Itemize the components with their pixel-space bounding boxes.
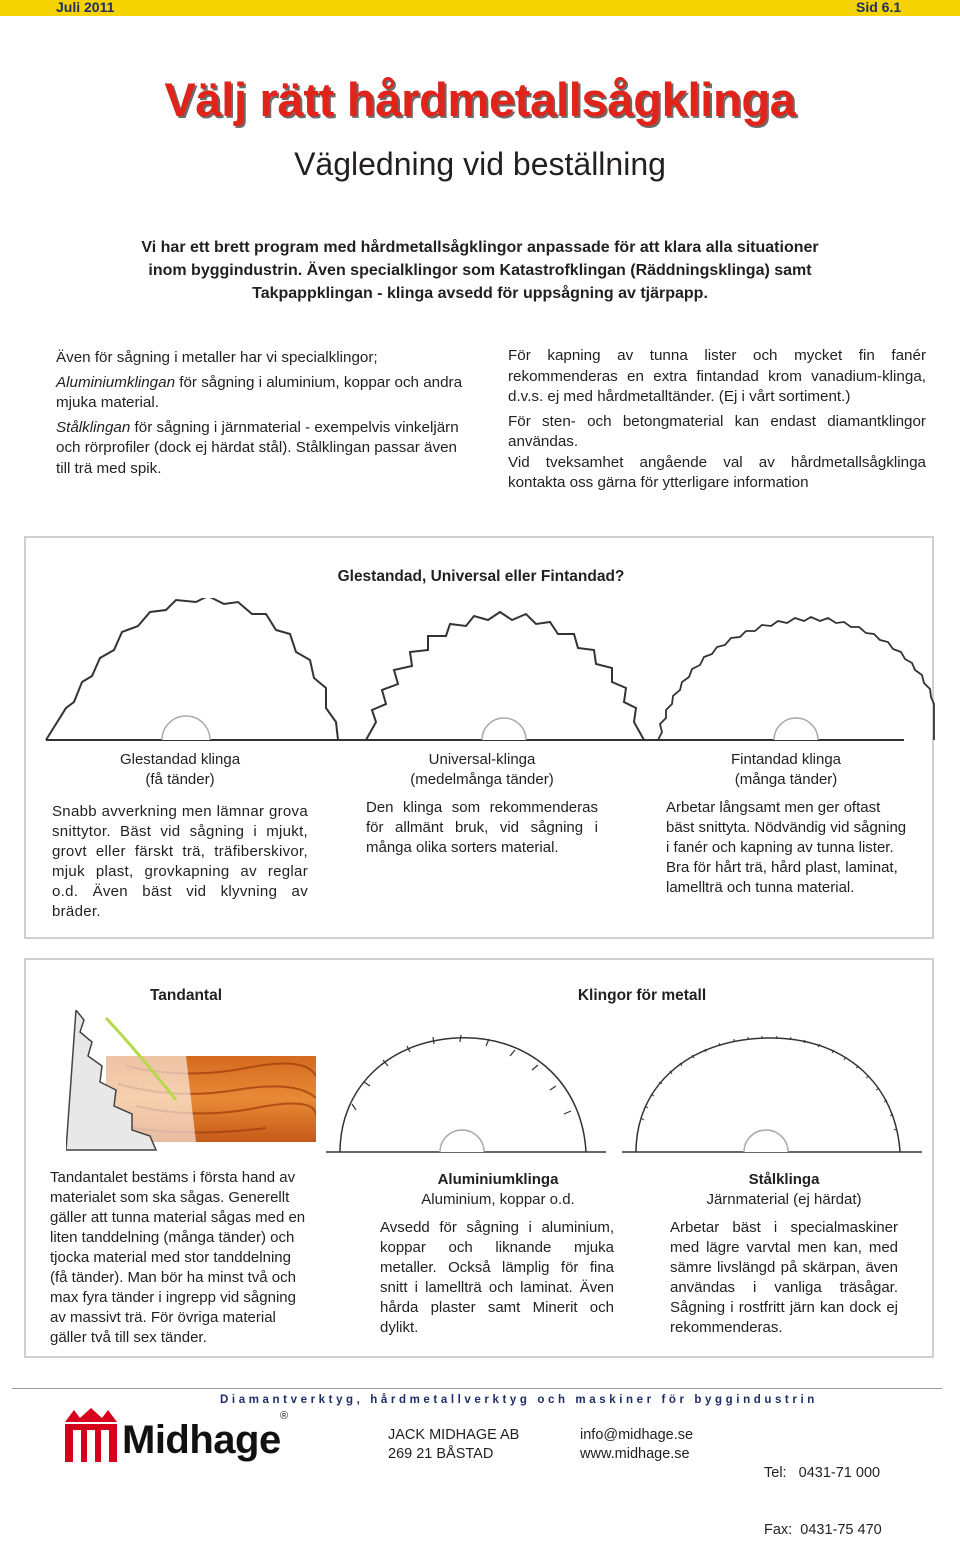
right-p1: För kapning av tunna lister och mycket fin fanér rekommenderas en extra fintandad krom vanadium-klinga, d.v.s. ej med hårdmetalltänder. (Ej i vårt sortiment.) xyxy=(508,347,926,405)
company-name: JACK MIDHAGE AB xyxy=(388,1427,520,1443)
universal-blade-sub: (medelmånga tänder) xyxy=(410,771,554,788)
company-website[interactable]: www.midhage.se xyxy=(580,1446,690,1462)
fine-blade-sub: (många tänder) xyxy=(734,771,838,788)
coarse-blade-label xyxy=(76,750,284,790)
aluminium-blade-name: Aluminiumklinga xyxy=(437,1171,559,1188)
page-title: Välj rätt hårdmetallsågklinga xyxy=(164,73,796,126)
left-p3-rest: för sågning i järnmaterial - exempelvis vinkeljärn och rörprofiler (dock ej härdat stål). Stålklingan passar även till trä med spik. xyxy=(56,418,459,477)
metal-blades-illustrations xyxy=(326,1020,926,1160)
top-bar xyxy=(0,0,960,16)
header-date: Juli 2011 xyxy=(56,0,115,15)
right-p3: Vid tveksamhet angående val av hårdmetallsågklinga kontakta oss gärna för ytterligare information xyxy=(508,453,926,491)
fine-blade-text xyxy=(666,798,910,898)
right-p2: För sten- och betongmaterial kan endast diamantklingor användas. xyxy=(508,412,926,450)
aluminium-blade-text: Avsedd för sågning i aluminium, koppar och liknande mjuka metaller. Också lämplig för fina snitt i lamellträ och laminat. Även hårda plaster samt Minerit och dylikt. xyxy=(380,1219,614,1336)
blade-types-heading: Glestandad, Universal eller Fintandad? xyxy=(337,568,625,585)
intro-line: inom byggindustrin. Även specialklingor som Katastrofklingan (Räddningsklinga) samt xyxy=(148,262,812,279)
steel-blade-text: Arbetar bäst i specialmaskiner med lägre varvtal men kan, med sämre livslängd på skärpan, även användas i vanliga träsågar. Sågning i rostfritt järn kan dock ej rekommenderas. xyxy=(670,1219,898,1336)
company-email[interactable]: info@midhage.se xyxy=(580,1427,694,1443)
company-address: 269 21 BÅSTAD xyxy=(388,1446,494,1462)
fine-blade-text-1: Arbetar långsamt men ger oftast bäst snittyta. Nödvändig vid sågning i fanér och kapning av tunna lister. xyxy=(666,799,907,856)
intro-text xyxy=(110,236,850,305)
tandantal-heading: Tandantal xyxy=(149,987,223,1004)
fine-blade-text-2: Bra för hårt trä, hård plast, laminat, lamellträ och tunna material. xyxy=(666,859,898,896)
midhage-logo xyxy=(62,1408,302,1464)
footer-divider xyxy=(12,1388,942,1389)
company-phone: Tel: 0431-71 000 xyxy=(764,1465,881,1481)
crown-logo-icon xyxy=(62,1408,120,1464)
steel-blade-name: Stålklinga xyxy=(748,1171,820,1188)
coarse-blade-text: Snabb avverkning men lämnar grova snittytor. Bäst vid sågning i mjukt, grovt eller färskt trä, träfiberskivor, mjuk plast, grovkapning av reglar o.d. Även bäst vid klyvning av bräder. xyxy=(52,803,308,920)
phone-info xyxy=(764,1426,882,1559)
left-column xyxy=(56,348,466,483)
company-fax: Fax: 0431-75 470 xyxy=(764,1522,882,1538)
tooth-engagement-illustration xyxy=(66,1010,316,1160)
steel-blade-sub: Järnmaterial (ej härdat) xyxy=(706,1191,862,1208)
page-subtitle: Vägledning vid beställning xyxy=(294,146,666,182)
blade-types-box xyxy=(24,536,934,939)
universal-blade-text: Den klinga som rekommenderas för allmänt bruk, vid sågning i många olika sorters material. xyxy=(366,799,598,856)
intro-line: Takpappklingan - klinga avsedd för uppsågning av tjärpapp. xyxy=(252,285,708,302)
fine-blade-label xyxy=(682,750,890,790)
left-p2-rest: för sågning i aluminium, koppar och andra mjuka material. xyxy=(56,373,463,411)
header-page: Sid 6.1 xyxy=(856,0,902,15)
aluminium-blade-sub: Aluminium, koppar o.d. xyxy=(421,1191,575,1208)
blade-illustrations xyxy=(26,598,936,748)
universal-blade-label xyxy=(378,750,586,790)
left-p3 xyxy=(56,418,466,480)
right-column xyxy=(508,346,926,498)
footer-tagline: Diamantverktyg, hårdmetallverktyg och maskiner för byggindustrin xyxy=(220,1394,818,1406)
left-p3-em: Stålklingan xyxy=(56,418,131,436)
universal-blade-name: Universal-klinga xyxy=(428,751,536,768)
intro-line: Vi har ett brett program med hårdmetallsågklingor anpassade för att klara alla situationer xyxy=(141,239,819,256)
left-p2-em: Aluminiumklingan xyxy=(56,373,176,391)
company-info xyxy=(388,1426,519,1464)
tandantal-text: Tandantalet bestäms i första hand av materialet som ska sågas. Generellt gäller att tunna material sågas med en liten tanddelning (många tänder) och tjocka material med stor tanddelning (få tänder). Man bör ha minst två och max fyra tänder i ingrepp vid sågning av massivt trä. För övriga material gäller två till sex tänder. xyxy=(50,1169,306,1346)
left-p2 xyxy=(56,373,466,414)
left-p1: Även för sågning i metaller har vi specialklingor; xyxy=(56,349,378,366)
contact-info xyxy=(580,1426,693,1464)
teeth-and-metal-box xyxy=(24,958,934,1358)
logo-text: Midhage xyxy=(122,1418,281,1462)
registered-mark: ® xyxy=(280,1410,289,1422)
coarse-blade-name: Glestandad klinga xyxy=(119,751,241,768)
coarse-blade-sub: (få tänder) xyxy=(145,771,215,788)
steel-blade-label xyxy=(664,1170,904,1210)
metal-blades-heading: Klingor för metall xyxy=(577,987,707,1004)
aluminium-blade-label xyxy=(382,1170,614,1210)
fine-blade-name: Fintandad klinga xyxy=(730,751,842,768)
